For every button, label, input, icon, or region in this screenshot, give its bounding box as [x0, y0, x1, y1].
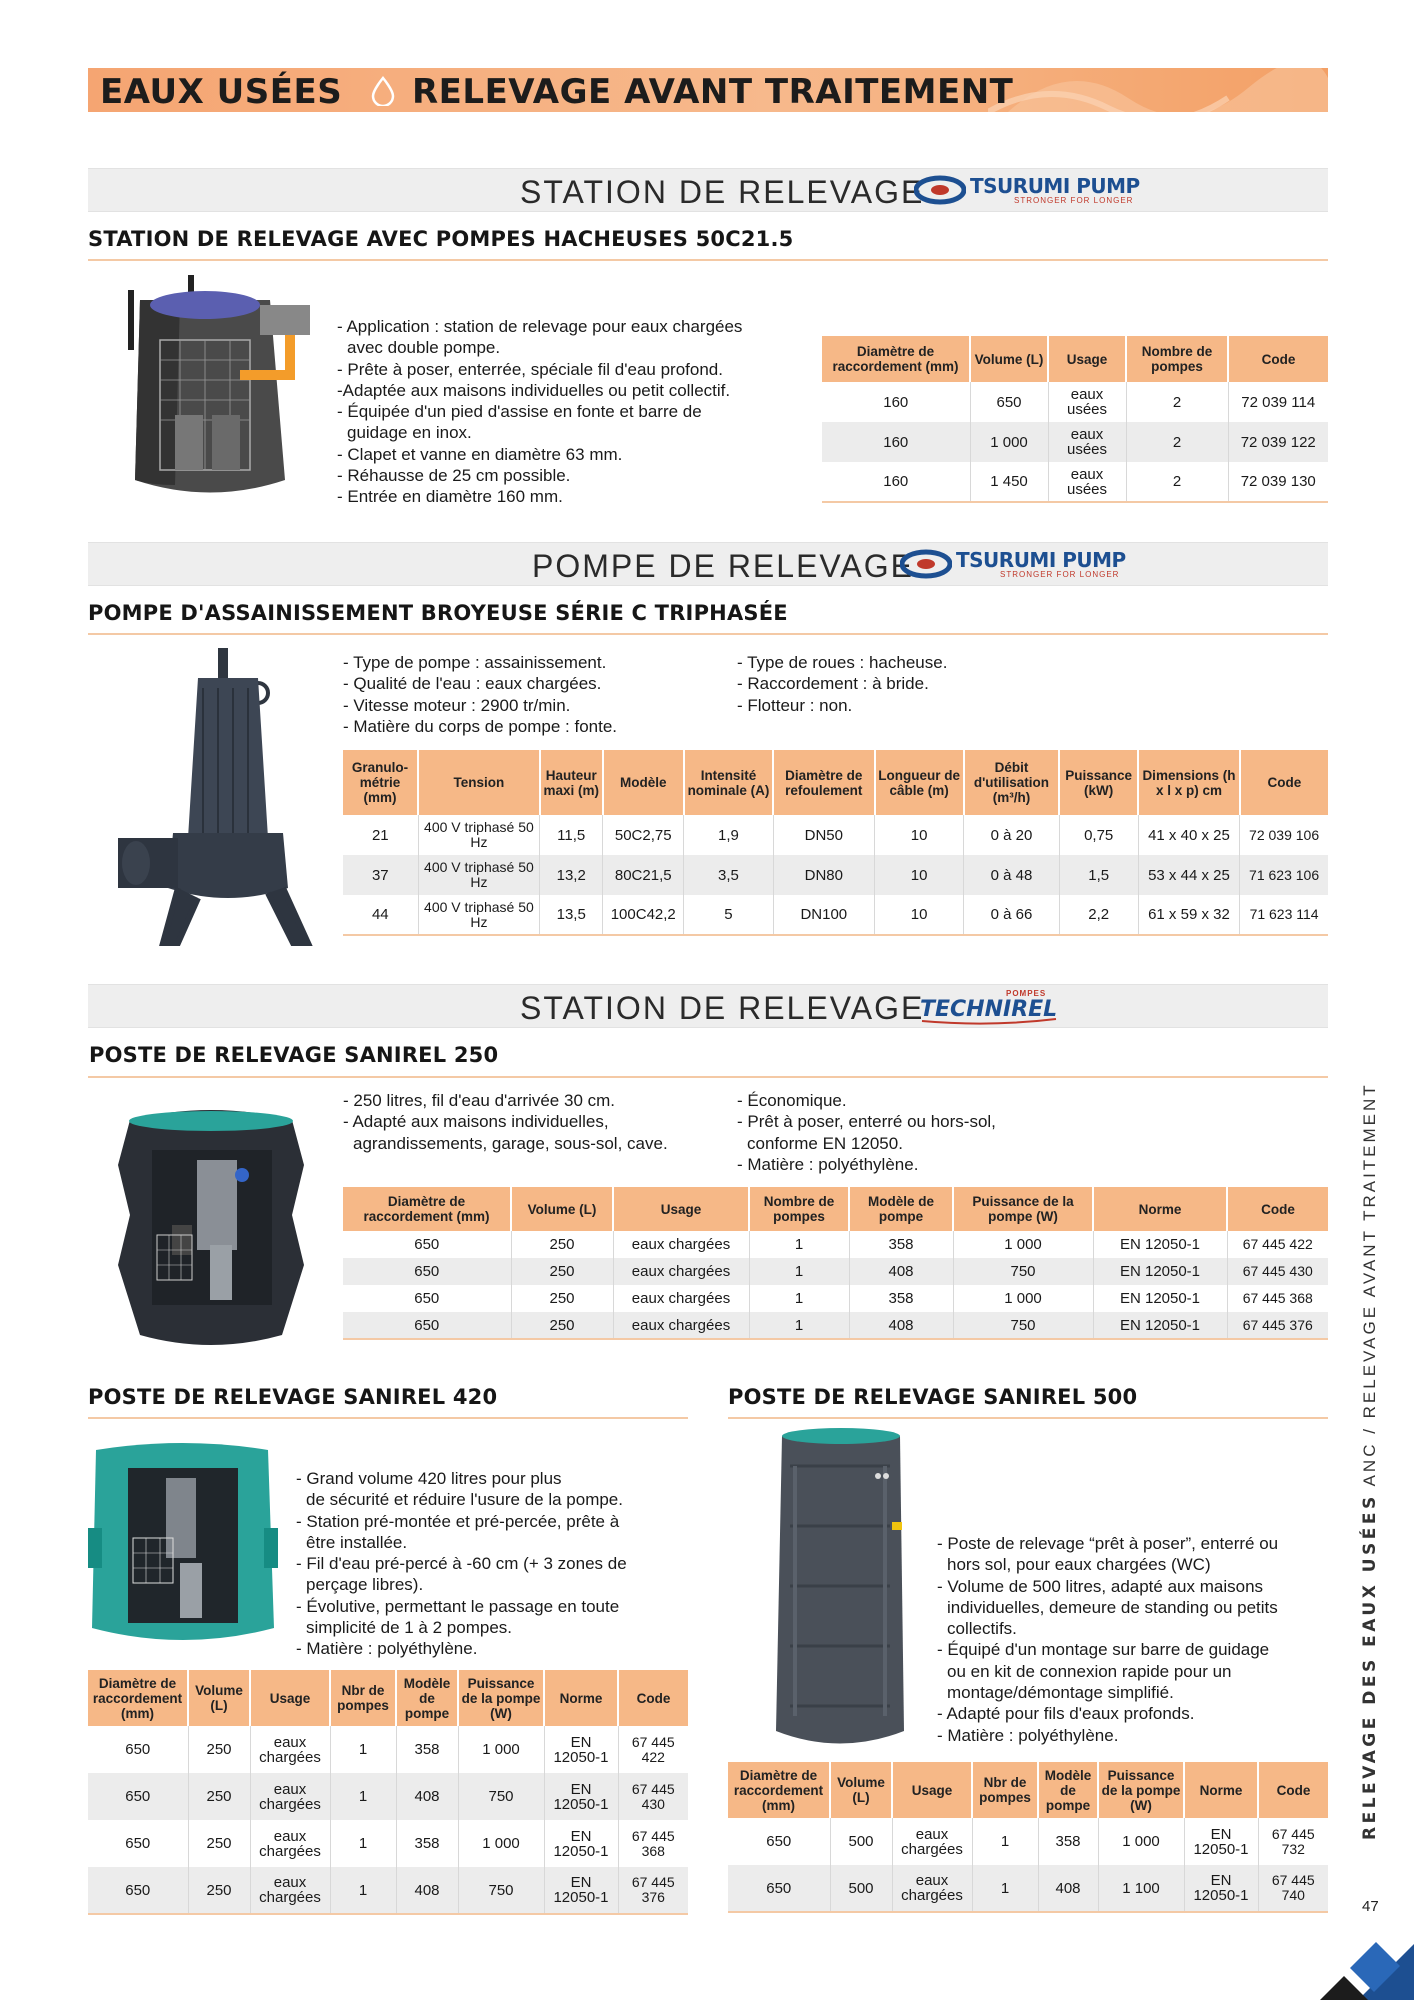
tsurumi-name: TSURUMI PUMP: [970, 173, 1140, 198]
cell: 1 000: [458, 1726, 544, 1773]
bullet: - Adapté aux maisons individuelles,: [343, 1112, 609, 1132]
cell: 358: [849, 1285, 953, 1312]
cell: 1: [972, 1818, 1038, 1865]
cell: 1 450: [970, 462, 1048, 502]
bullet: agrandissements, garage, sous-sol, cave.: [353, 1133, 668, 1153]
cell: 72 039 130: [1228, 462, 1328, 502]
station-50c-table: [822, 336, 1328, 503]
table-row: [343, 1231, 1328, 1258]
cell: EN 12050-1: [1093, 1231, 1227, 1258]
cell: EN 12050-1: [1093, 1312, 1227, 1339]
sanirel-250-image: [112, 1105, 310, 1350]
cell: 0 à 48: [964, 855, 1059, 895]
cell: 250: [511, 1312, 613, 1339]
th-volume: Volume (L): [830, 1762, 892, 1818]
cell: eaux usées: [1048, 422, 1126, 462]
cell: 650: [766, 1833, 792, 1850]
bullet: - Matière : polyéthylène.: [296, 1639, 478, 1659]
tsurumi-name: TSURUMI PUMP: [956, 547, 1126, 572]
cell: 67 445 732: [1258, 1818, 1328, 1865]
tsurumi-tagline: STRONGER FOR LONGER: [1000, 569, 1120, 579]
cell: 408: [396, 1773, 458, 1820]
cell: 67 445 368: [618, 1820, 688, 1867]
product-title-station-50c: STATION DE RELEVAGE AVEC POMPES HACHEUSES 50C21.5: [88, 227, 794, 251]
cell: eaux usées: [1048, 382, 1126, 422]
th-longueur-cable: Longueur de câble (m): [875, 750, 964, 815]
bullet: - Vitesse moteur : 2900 tr/min.: [343, 695, 571, 715]
technirel-swoosh-icon: [920, 1017, 1060, 1025]
cell: 650: [414, 1236, 440, 1253]
bullet: - Clapet et vanne en diamètre 63 mm.: [337, 444, 623, 464]
header-banner: [88, 68, 1328, 112]
cell: 358: [1038, 1818, 1098, 1865]
th-diametre-refoulement: Diamètre de refoulement: [773, 750, 874, 815]
cell: 1: [972, 1865, 1038, 1912]
th-norme: Norme: [1093, 1187, 1227, 1231]
th-puissance-pompe: Puissance de la pompe (W): [1098, 1762, 1184, 1818]
th-hauteur: Hauteur maxi (m): [540, 750, 603, 815]
table-row: [88, 1726, 688, 1773]
cell: 650: [125, 1835, 151, 1852]
cell: 750: [458, 1867, 544, 1914]
product-title-sanirel-500: POSTE DE RELEVAGE SANIREL 500: [728, 1385, 1138, 1409]
th-code: Code: [1227, 1187, 1328, 1231]
th-code: Code: [1240, 750, 1328, 815]
bullet: - Station pré-montée et pré-percée, prête à: [296, 1511, 620, 1531]
cell: eaux chargées: [250, 1820, 330, 1867]
bullet: montage/démontage simplifié.: [947, 1683, 1174, 1703]
cell: 1 000: [458, 1820, 544, 1867]
tsurumi-tagline: STRONGER FOR LONGER: [1014, 195, 1134, 205]
cell: 650: [414, 1290, 440, 1307]
cell: 2: [1126, 382, 1228, 422]
cell: EN 12050-1: [1184, 1818, 1258, 1865]
sanirel-420-image: [88, 1438, 278, 1650]
technirel-logo: [920, 989, 1060, 1025]
cell: eaux chargées: [613, 1312, 749, 1339]
bullet: conforme EN 12050.: [747, 1133, 903, 1153]
title-underline: [88, 259, 1328, 261]
cell: 80C21,5: [603, 855, 684, 895]
cell: 13,2: [540, 855, 603, 895]
sidebar-vertical-label: [1360, 1020, 1380, 1840]
section-bar-station-2: [88, 984, 1328, 1028]
cell: EN 12050-1: [544, 1773, 618, 1820]
section-bar-label: STATION DE RELEVAGE: [520, 174, 925, 210]
cell: 1 000: [1098, 1818, 1184, 1865]
product-title-sanirel-420: POSTE DE RELEVAGE SANIREL 420: [88, 1385, 498, 1409]
cell: EN 12050-1: [544, 1867, 618, 1914]
cell: 11,5: [540, 815, 603, 855]
th-modele: Modèle: [603, 750, 684, 815]
bullet: - Adapté pour fils d'eaux profonds.: [937, 1704, 1195, 1724]
bullet: - Raccordement : à bride.: [737, 674, 929, 694]
cell: 408: [396, 1867, 458, 1914]
bullet: - Fil d'eau pré-percé à -60 cm (+ 3 zones de: [296, 1554, 627, 1574]
table-row: [343, 1258, 1328, 1285]
bullet: - Évolutive, permettant le passage en toute: [296, 1596, 620, 1616]
cell: 400 V triphasé 50 Hz: [418, 815, 540, 855]
cell: 67 445 368: [1227, 1285, 1328, 1312]
th-nbr-pompes: Nbr de pompes: [330, 1670, 396, 1726]
bullet: - Grand volume 420 litres pour plus: [296, 1469, 562, 1488]
title-underline: [88, 1076, 1328, 1078]
th-usage: Usage: [613, 1187, 749, 1231]
bullet: - 250 litres, fil d'eau d'arrivée 30 cm.: [343, 1091, 615, 1110]
cell: 61 x 59 x 32: [1138, 895, 1239, 935]
cell: 1,5: [1059, 855, 1138, 895]
bullet: - Type de roues : hacheuse.: [737, 653, 948, 672]
cell: eaux chargées: [892, 1818, 972, 1865]
tsurumi-swoosh-icon: [900, 549, 952, 579]
technirel-tagline: POMPES: [1006, 989, 1047, 998]
cell: 67 445 422: [618, 1726, 688, 1773]
cell: 67 445 740: [1258, 1865, 1328, 1912]
cell: 250: [511, 1285, 613, 1312]
grinder-pump-image: [118, 648, 313, 948]
th-intensite: Intensité nominale (A): [684, 750, 773, 815]
cell: 0 à 66: [964, 895, 1059, 935]
th-puissance-pompe: Puissance de la pompe (W): [458, 1670, 544, 1726]
cell: 71 623 114: [1240, 895, 1328, 935]
th-code: Code: [618, 1670, 688, 1726]
cell: 13,5: [540, 895, 603, 935]
cell: 0,75: [1059, 815, 1138, 855]
title-underline: [88, 1417, 688, 1419]
cell: 67 445 376: [618, 1867, 688, 1914]
station-50c-description: [337, 316, 742, 508]
bullet: - Économique.: [737, 1091, 847, 1110]
table-row: [343, 1285, 1328, 1312]
cell: 358: [849, 1231, 953, 1258]
header-title-left: EAUX USÉES: [100, 72, 343, 112]
th-code: Code: [1228, 336, 1328, 382]
cell: 650: [88, 1867, 188, 1914]
cell: eaux chargées: [250, 1726, 330, 1773]
cell: 72 039 114: [1228, 382, 1328, 422]
cell: 10: [875, 895, 964, 935]
cell: 650: [125, 1741, 151, 1758]
lifting-station-image: [120, 270, 330, 505]
sanirel-500-table: [728, 1762, 1328, 1913]
th-modele-pompe: Modèle de pompe: [1038, 1762, 1098, 1818]
cell: 250: [511, 1231, 613, 1258]
cell: eaux chargées: [613, 1231, 749, 1258]
title-underline: [88, 633, 1328, 635]
section-bar-label: STATION DE RELEVAGE: [520, 990, 925, 1026]
cell: 41 x 40 x 25: [1138, 815, 1239, 855]
cell: 650: [970, 382, 1048, 422]
cell: 250: [188, 1820, 250, 1867]
cell: 750: [458, 1773, 544, 1820]
product-title-pompe-serie-c: POMPE D'ASSAINISSEMENT BROYEUSE SÉRIE C TRIPHASÉE: [88, 601, 788, 625]
section-bar-pompe: [88, 542, 1328, 586]
cell: DN100: [773, 895, 874, 935]
cell: 72 039 106: [1240, 815, 1328, 855]
table-row: [343, 895, 1328, 935]
cell: 50C2,75: [603, 815, 684, 855]
bullet: - Matière : polyéthylène.: [937, 1725, 1119, 1745]
th-modele-pompe: Modèle de pompe: [396, 1670, 458, 1726]
bullet: - Entrée en diamètre 160 mm.: [337, 487, 563, 507]
cell: 72 039 122: [1228, 422, 1328, 462]
cell: 1: [330, 1726, 396, 1773]
th-code: Code: [1258, 1762, 1328, 1818]
cell: eaux chargées: [250, 1773, 330, 1820]
cell: 1: [749, 1258, 849, 1285]
bullet: simplicité de 1 à 2 pompes.: [306, 1618, 512, 1638]
table-row: [822, 462, 1328, 502]
th-volume: Volume (L): [511, 1187, 613, 1231]
cell: 750: [953, 1258, 1093, 1285]
bullet: - Type de pompe : assainissement.: [343, 653, 607, 672]
th-nombre-pompes: Nombre de pompes: [749, 1187, 849, 1231]
cell: 408: [849, 1312, 953, 1339]
cell: 400 V triphasé 50 Hz: [418, 855, 540, 895]
sanirel-250-description-left: [343, 1090, 668, 1154]
cell: 2,2: [1059, 895, 1138, 935]
sidebar-label-bold: RELEVAGE DES EAUX USÉES: [1360, 1493, 1380, 1840]
cell: 67 445 422: [1227, 1231, 1328, 1258]
th-modele-pompe: Modèle de pompe: [849, 1187, 953, 1231]
sanirel-420-description: [296, 1468, 627, 1660]
cell: eaux chargées: [613, 1285, 749, 1312]
table-row: [822, 422, 1328, 462]
cell: 1: [330, 1820, 396, 1867]
bullet: être installée.: [306, 1532, 408, 1552]
th-diametre: Diamètre de raccordement (mm): [88, 1670, 188, 1726]
sanirel-250-table: [343, 1187, 1328, 1340]
table-row: [728, 1865, 1328, 1912]
table-row: [343, 815, 1328, 855]
cell: 67 445 430: [618, 1773, 688, 1820]
sanirel-500-image: [770, 1426, 910, 1751]
pompe-description-right: [737, 652, 947, 716]
cell: 750: [953, 1312, 1093, 1339]
bullet: - Volume de 500 litres, adapté aux maisons: [937, 1576, 1264, 1596]
cell: 10: [875, 855, 964, 895]
cell: 650: [728, 1865, 830, 1912]
cell: 650: [88, 1773, 188, 1820]
cell: 1: [330, 1773, 396, 1820]
bullet: guidage en inox.: [347, 423, 472, 443]
cell: 1: [749, 1285, 849, 1312]
th-puissance: Puissance (kW): [1059, 750, 1138, 815]
th-granulometrie: Granulo-métrie (mm): [343, 750, 418, 815]
sanirel-250-description-right: [737, 1090, 996, 1175]
cell: 2: [1126, 462, 1228, 502]
table-row: [88, 1867, 688, 1914]
cell: 67 445 376: [1227, 1312, 1328, 1339]
cell: 71 623 106: [1240, 855, 1328, 895]
cell: 1: [749, 1231, 849, 1258]
bullet: - Flotteur : non.: [737, 695, 853, 715]
sidebar-label-light: ANC / RELEVAGE AVANT TRAITEMENT: [1360, 1082, 1379, 1487]
table-row: [88, 1773, 688, 1820]
bullet: de sécurité et réduire l'usure de la pompe.: [306, 1490, 623, 1510]
bullet: ou en kit de connexion rapide pour un: [947, 1661, 1232, 1681]
cell: 160: [822, 422, 970, 462]
cell: eaux chargées: [892, 1865, 972, 1912]
th-volume: Volume (L): [188, 1670, 250, 1726]
bullet: collectifs.: [947, 1619, 1017, 1639]
th-nbr-pompes: Nbr de pompes: [972, 1762, 1038, 1818]
cell: 160: [822, 462, 970, 502]
header-title-right: RELEVAGE AVANT TRAITEMENT: [412, 72, 1014, 112]
cell: EN 12050-1: [544, 1726, 618, 1773]
banner-pattern: [988, 68, 1328, 112]
cell: DN80: [773, 855, 874, 895]
cell: 650: [343, 1312, 511, 1339]
cell: eaux usées: [1048, 462, 1126, 502]
section-bar-station-1: [88, 168, 1328, 212]
tsurumi-logo: [900, 549, 1126, 579]
cell: 408: [1038, 1865, 1098, 1912]
cell: 1 100: [1098, 1865, 1184, 1912]
cell: DN50: [773, 815, 874, 855]
table-row: [822, 382, 1328, 422]
cell: 250: [188, 1773, 250, 1820]
bullet: perçage libres).: [306, 1575, 424, 1595]
bullet: - Réhausse de 25 cm possible.: [337, 466, 571, 486]
cell: 500: [830, 1818, 892, 1865]
th-usage: Usage: [1048, 336, 1126, 382]
th-puissance-pompe: Puissance de la pompe (W): [953, 1187, 1093, 1231]
cell: eaux chargées: [613, 1258, 749, 1285]
corner-decoration: [1300, 1920, 1414, 2000]
cell: 250: [511, 1258, 613, 1285]
bullet: - Équipé d'un montage sur barre de guidage: [937, 1640, 1270, 1660]
tsurumi-logo: [914, 175, 1140, 205]
th-usage: Usage: [892, 1762, 972, 1818]
cell: 250: [188, 1726, 250, 1773]
cell: EN 12050-1: [1184, 1865, 1258, 1912]
table-row: [343, 855, 1328, 895]
th-debit: Débit d'utilisation (m³/h): [964, 750, 1059, 815]
table-row: [343, 1312, 1328, 1339]
th-usage: Usage: [250, 1670, 330, 1726]
bullet: individuelles, demeure de standing ou petits: [947, 1597, 1278, 1617]
pompe-serie-c-table: [343, 750, 1328, 936]
sanirel-420-table: [88, 1670, 688, 1915]
page-number: 47: [1362, 1898, 1379, 1915]
cell: 1: [749, 1312, 849, 1339]
th-diametre: Diamètre de raccordement (mm): [343, 1187, 511, 1231]
cell: 100C42,2: [603, 895, 684, 935]
product-title-sanirel-250: POSTE DE RELEVAGE SANIREL 250: [89, 1043, 499, 1067]
cell: 2: [1126, 422, 1228, 462]
cell: 53 x 44 x 25: [1138, 855, 1239, 895]
cell: 1 000: [953, 1231, 1093, 1258]
cell: 10: [875, 815, 964, 855]
cell: 500: [830, 1865, 892, 1912]
bullet: - Matière du corps de pompe : fonte.: [343, 716, 618, 736]
section-bar-label: POMPE DE RELEVAGE: [532, 548, 914, 584]
cell: eaux chargées: [250, 1867, 330, 1914]
cell: 358: [396, 1820, 458, 1867]
cell: EN 12050-1: [1093, 1258, 1227, 1285]
cell: 1,9: [684, 815, 773, 855]
bullet: - Matière : polyéthylène.: [737, 1154, 919, 1174]
th-volume: Volume (L): [970, 336, 1048, 382]
table-row: [88, 1820, 688, 1867]
cell: 400 V triphasé 50 Hz: [418, 895, 540, 935]
sanirel-500-description: [937, 1533, 1278, 1746]
bullet: -Adaptée aux maisons individuelles ou petit collectif.: [337, 380, 731, 400]
cell: 21: [371, 826, 389, 844]
cell: 67 445 430: [1227, 1258, 1328, 1285]
bullet: - Poste de relevage “prêt à poser”, enterré ou: [937, 1534, 1279, 1553]
cell: 5: [684, 895, 773, 935]
th-norme: Norme: [544, 1670, 618, 1726]
bullet: avec double pompe.: [347, 338, 501, 358]
cell: 1 000: [970, 422, 1048, 462]
th-nombre-pompes: Nombre de pompes: [1126, 336, 1228, 382]
th-diametre: Diamètre de raccordement (mm): [728, 1762, 830, 1818]
bullet: - Prêt à poser, enterré ou hors-sol,: [737, 1112, 996, 1132]
cell: 250: [188, 1867, 250, 1914]
cell: 650: [343, 1258, 511, 1285]
cell: 1: [330, 1867, 396, 1914]
cell: 408: [849, 1258, 953, 1285]
cell: 44: [343, 895, 418, 935]
pompe-description-left: [343, 652, 617, 737]
bullet: - Application : station de relevage pour eaux chargées: [337, 317, 743, 336]
th-diametre: Diamètre de raccordement (mm): [822, 336, 970, 382]
water-drop-icon: [370, 76, 396, 106]
bullet: - Équipée d'un pied d'assise en fonte et barre de: [337, 402, 702, 422]
cell: EN 12050-1: [1093, 1285, 1227, 1312]
cell: EN 12050-1: [544, 1820, 618, 1867]
technirel-name: TECHNIREL: [920, 997, 1058, 1022]
th-norme: Norme: [1184, 1762, 1258, 1818]
cell: 3,5: [684, 855, 773, 895]
tsurumi-swoosh-icon: [914, 175, 966, 205]
bullet: hors sol, pour eaux chargées (WC): [947, 1555, 1211, 1575]
cell: 1 000: [953, 1285, 1093, 1312]
table-row: [728, 1818, 1328, 1865]
cell: 358: [396, 1726, 458, 1773]
cell: 0 à 20: [964, 815, 1059, 855]
bullet: - Prête à poser, enterrée, spéciale fil d'eau profond.: [337, 359, 723, 379]
cell: 160: [883, 393, 909, 411]
cell: 37: [343, 855, 418, 895]
th-tension: Tension: [418, 750, 540, 815]
bullet: - Qualité de l'eau : eaux chargées.: [343, 674, 602, 694]
th-dimensions: Dimensions (h x l x p) cm: [1138, 750, 1239, 815]
title-underline: [728, 1417, 1328, 1419]
